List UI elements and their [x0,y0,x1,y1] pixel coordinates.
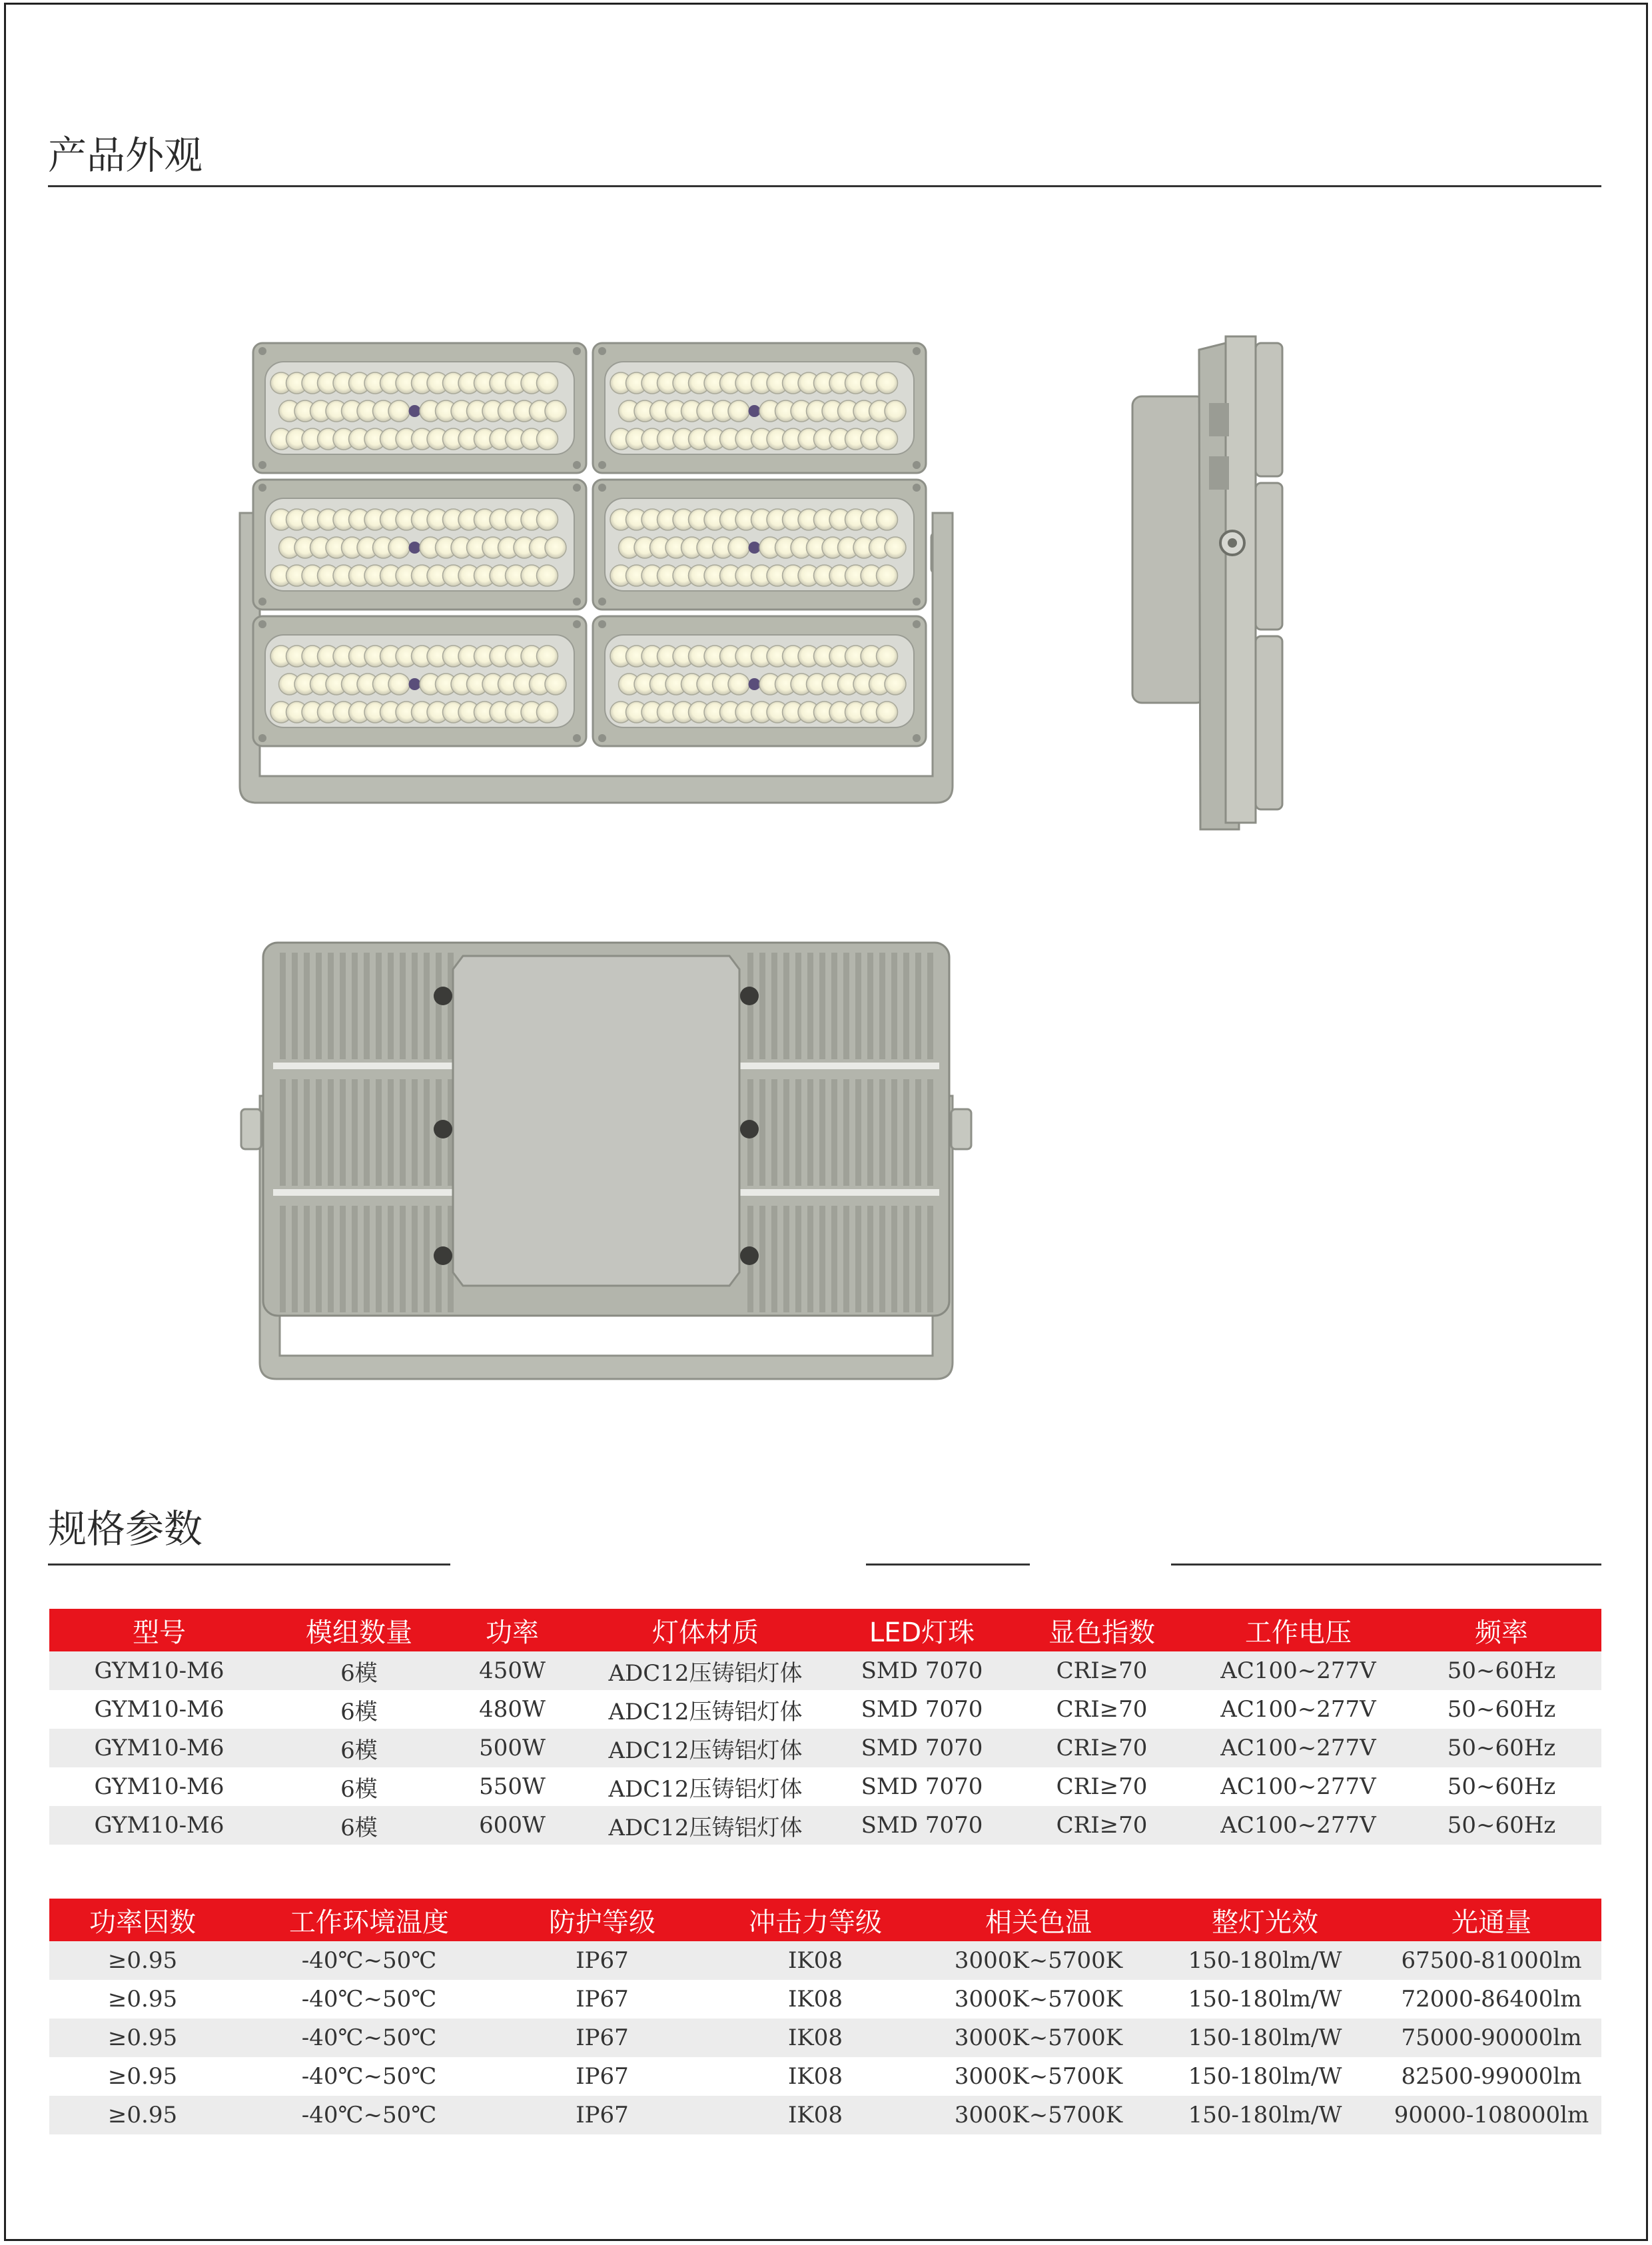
table-cell: ≥0.95 [49,2057,236,2096]
spec-table-1-header [49,1609,1601,1651]
specs-rule-right [1171,1564,1601,1566]
table-cell: ≥0.95 [49,2096,236,2134]
table-cell: 6模 [269,1767,449,1806]
table-cell: 450W [449,1651,576,1690]
column-header: 频率 [1402,1609,1601,1651]
table-cell: 67500-81000lm [1382,1941,1601,1980]
table-cell: -40℃~50℃ [236,2057,502,2096]
table-cell: IP67 [502,2096,702,2134]
table-cell: -40℃~50℃ [236,1980,502,2019]
table-row [49,1729,1601,1767]
table-cell: ADC12压铸铝灯体 [576,1690,835,1729]
appearance-title: 产品外观 [48,133,203,178]
column-header: 光通量 [1382,1899,1601,1941]
table-cell: 500W [449,1729,576,1767]
column-header: 灯体材质 [576,1609,835,1651]
table-cell: CRI≥70 [1009,1651,1195,1690]
column-header: 功率 [449,1609,576,1651]
table-cell: 150-180lm/W [1148,2019,1382,2057]
column-header: 工作电压 [1195,1609,1402,1651]
side-view-image [1126,323,1312,843]
table-cell: 150-180lm/W [1148,1980,1382,2019]
table-cell: GYM10-M6 [49,1806,269,1845]
table-cell: 550W [449,1767,576,1806]
column-header: 防护等级 [502,1899,702,1941]
table-cell: ADC12压铸铝灯体 [576,1767,835,1806]
table-cell: 6模 [269,1651,449,1690]
table-cell: ≥0.95 [49,2019,236,2057]
table-cell: IK08 [702,1980,929,2019]
table-cell: GYM10-M6 [49,1690,269,1729]
table-cell: 75000-90000lm [1382,2019,1601,2057]
table-cell: 150-180lm/W [1148,2057,1382,2096]
led-module-grid [253,343,926,746]
table-cell: 3000K~5700K [929,1941,1148,1980]
table-cell: IP67 [502,1941,702,1980]
column-header: LED灯珠 [835,1609,1009,1651]
table-cell: 3000K~5700K [929,2019,1148,2057]
column-header: 冲击力等级 [702,1899,929,1941]
table-cell: GYM10-M6 [49,1651,269,1690]
column-header: 整灯光效 [1148,1899,1382,1941]
table-cell: GYM10-M6 [49,1729,269,1767]
table-cell: AC100~277V [1195,1729,1402,1767]
table-cell: SMD 7070 [835,1729,1009,1767]
column-header: 显色指数 [1009,1609,1195,1651]
table-cell: 50~60Hz [1402,1690,1601,1729]
spec-table-2 [49,1899,1601,2134]
table-cell: -40℃~50℃ [236,2096,502,2134]
table-cell: 3000K~5700K [929,2057,1148,2096]
table-cell: GYM10-M6 [49,1767,269,1806]
table-cell: ≥0.95 [49,1980,236,2019]
table-cell: 50~60Hz [1402,1767,1601,1806]
spec-table-1 [49,1609,1601,1845]
table-cell: 6模 [269,1690,449,1729]
table-row [49,1651,1601,1690]
table-row [49,1941,1601,1980]
front-view-image [226,333,966,813]
table-cell: 150-180lm/W [1148,2096,1382,2134]
table-cell: AC100~277V [1195,1651,1402,1690]
table-cell: 480W [449,1690,576,1729]
table-cell: CRI≥70 [1009,1690,1195,1729]
table-cell: ADC12压铸铝灯体 [576,1729,835,1767]
table-cell: 90000-108000lm [1382,2096,1601,2134]
table-cell: CRI≥70 [1009,1806,1195,1845]
table-cell: 3000K~5700K [929,2096,1148,2134]
table-cell: IP67 [502,2019,702,2057]
table-row [49,1690,1601,1729]
table-row [49,2019,1601,2057]
table-cell: 50~60Hz [1402,1806,1601,1845]
table-cell: ≥0.95 [49,1941,236,1980]
table-cell: IK08 [702,1941,929,1980]
table-cell: CRI≥70 [1009,1767,1195,1806]
table-cell: SMD 7070 [835,1806,1009,1845]
back-view-image [233,936,979,1389]
specs-title: 规格参数 [48,1506,203,1552]
column-header: 功率因数 [49,1899,236,1941]
table-cell: 600W [449,1806,576,1845]
table-row [49,1806,1601,1845]
specs-rule-left [48,1564,450,1566]
column-header: 模组数量 [269,1609,449,1651]
table-cell: 6模 [269,1806,449,1845]
column-header: 型号 [49,1609,269,1651]
table-row [49,2096,1601,2134]
table-cell: 82500-99000lm [1382,2057,1601,2096]
spec-table-2-header [49,1899,1601,1941]
table-cell: IK08 [702,2057,929,2096]
table-row [49,1767,1601,1806]
table-cell: IP67 [502,2057,702,2096]
table-cell: 6模 [269,1729,449,1767]
table-cell: AC100~277V [1195,1767,1402,1806]
table-cell: 72000-86400lm [1382,1980,1601,2019]
column-header: 相关色温 [929,1899,1148,1941]
specs-rule-middle [866,1564,1030,1566]
table-cell: ADC12压铸铝灯体 [576,1651,835,1690]
table-cell: 50~60Hz [1402,1729,1601,1767]
table-cell: -40℃~50℃ [236,2019,502,2057]
table-cell: IK08 [702,2019,929,2057]
table-cell: SMD 7070 [835,1690,1009,1729]
column-header: 工作环境温度 [236,1899,502,1941]
table-cell: AC100~277V [1195,1690,1402,1729]
table-row [49,1980,1601,2019]
table-cell: ADC12压铸铝灯体 [576,1806,835,1845]
table-cell: IK08 [702,2096,929,2134]
table-cell: SMD 7070 [835,1767,1009,1806]
table-cell: -40℃~50℃ [236,1941,502,1980]
table-cell: 50~60Hz [1402,1651,1601,1690]
table-cell: AC100~277V [1195,1806,1402,1845]
table-cell: 150-180lm/W [1148,1941,1382,1980]
table-cell: IP67 [502,1980,702,2019]
table-cell: SMD 7070 [835,1651,1009,1690]
table-cell: CRI≥70 [1009,1729,1195,1767]
appearance-rule [48,185,1601,187]
table-cell: 3000K~5700K [929,1980,1148,2019]
table-row [49,2057,1601,2096]
